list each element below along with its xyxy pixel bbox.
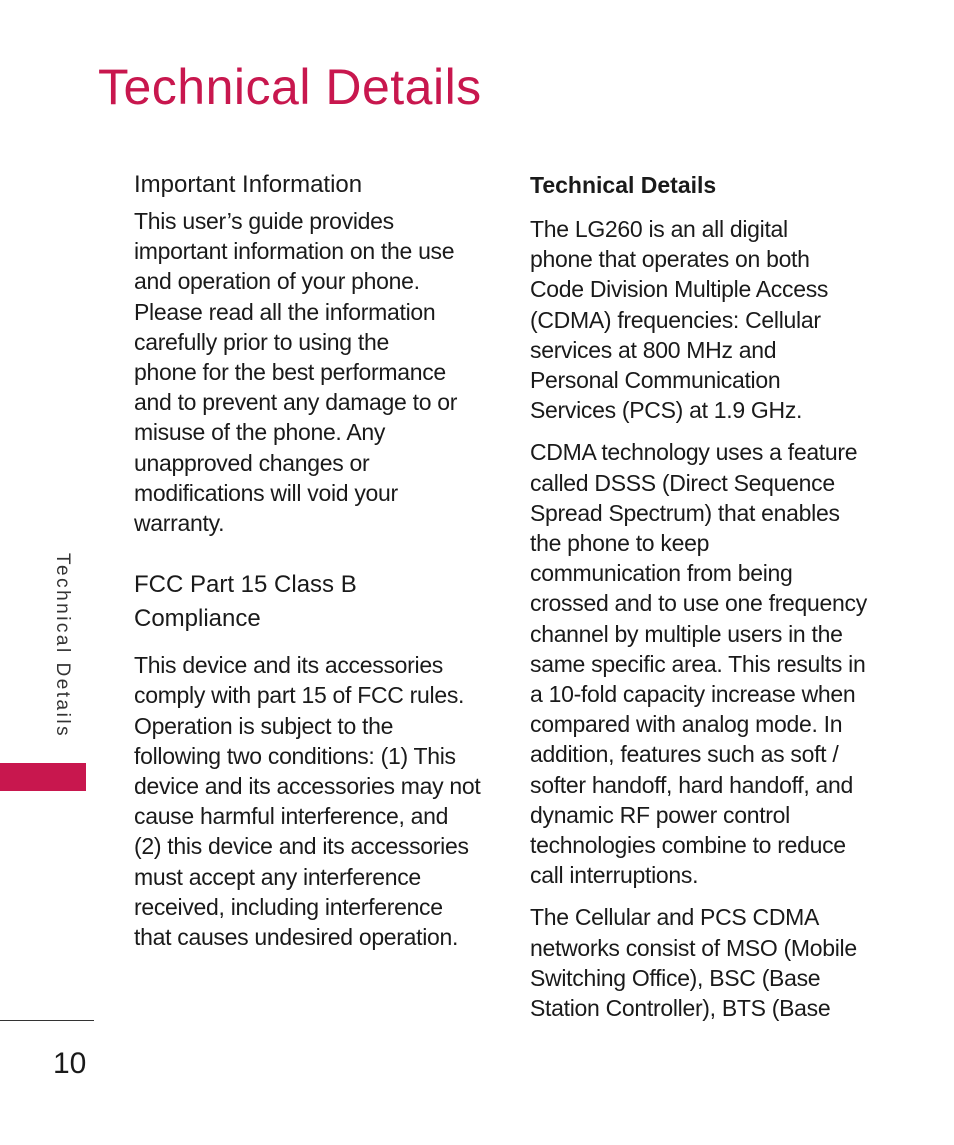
text-line: phone that operates on both (530, 246, 810, 273)
text-line: that causes undesired operation. (134, 924, 459, 951)
text-line: Switching Office), BSC (Base (530, 964, 821, 991)
text-line: and operation of your phone. (134, 268, 420, 295)
text-line: This user’s guide provides (134, 208, 394, 234)
text-line: technologies combine to reduce (530, 832, 846, 859)
text-line: Station Controller), BTS (Base (530, 995, 831, 1022)
text-line: important information on the use (134, 238, 455, 265)
text-line: received, including interference (134, 893, 443, 920)
heading-line: Compliance (134, 605, 261, 633)
text-line: comply with part 15 of FCC rules. (134, 682, 465, 709)
important-information-body (134, 206, 486, 538)
text-line: addition, features such as soft / (530, 741, 839, 768)
text-line: the phone to keep (530, 530, 710, 557)
text-line: carefully prior to using the (134, 328, 389, 355)
text-line: The Cellular and PCS CDMA (530, 904, 820, 931)
text-line: communication from being (530, 560, 793, 587)
text-line: must accept any interference (134, 863, 421, 890)
text-line: following two conditions: (1) This (134, 742, 456, 769)
text-line: Services (PCS) at 1.9 GHz. (530, 397, 803, 424)
text-line: Operation is subject to the (134, 712, 394, 739)
fcc-compliance-body (134, 650, 486, 952)
text-line: modifications will void your (134, 479, 398, 506)
technical-details-heading: Technical Details (530, 172, 717, 198)
text-line: Spread Spectrum) that enables (530, 499, 840, 526)
text-line: CDMA technology uses a feature (530, 439, 858, 466)
text-line: misuse of the phone. Any (134, 419, 386, 446)
text-line: device and its accessories may not (134, 773, 481, 800)
text-line: The LG260 is an all digital (530, 216, 788, 242)
technical-details-paragraph-2 (530, 437, 882, 890)
text-line: services at 800 MHz and (530, 336, 777, 363)
left-column (134, 168, 486, 952)
important-information-heading: Important Information (134, 171, 363, 198)
text-line: channel by multiple users in the (530, 620, 843, 647)
text-line: (CDMA) frequencies: Cellular (530, 306, 821, 333)
right-column (530, 168, 882, 1023)
fcc-compliance-heading (134, 568, 486, 636)
page-number: 10 (53, 1047, 87, 1080)
section-side-label: Technical Details (52, 553, 73, 739)
text-line: crossed and to use one frequency (530, 590, 867, 617)
text-line: and to prevent any damage to or (134, 389, 458, 416)
text-line: dynamic RF power control (530, 801, 790, 828)
text-line: networks consist of MSO (Mobile (530, 934, 857, 961)
text-line: a 10-fold capacity increase when (530, 681, 856, 708)
text-line: unapproved changes or (134, 449, 370, 476)
section-tab-marker (0, 763, 86, 791)
technical-details-paragraph-1 (530, 214, 882, 425)
text-line: warranty. (134, 510, 225, 537)
text-line: Please read all the information (134, 298, 436, 325)
text-line: (2) this device and its accessories (134, 833, 469, 860)
text-line: called DSSS (Direct Sequence (530, 469, 835, 496)
footer-divider (0, 1020, 94, 1021)
page-title: Technical Details (98, 59, 482, 115)
text-line: Code Division Multiple Access (530, 276, 829, 303)
text-line: same specific area. This results in (530, 650, 866, 677)
text-line: call interruptions. (530, 862, 699, 889)
technical-details-paragraph-3 (530, 902, 882, 1023)
text-line: softer handoff, hard handoff, and (530, 771, 854, 798)
text-line: compared with analog mode. In (530, 711, 843, 738)
heading-line: FCC Part 15 Class B (134, 571, 357, 599)
text-line: Personal Communication (530, 367, 781, 394)
text-line: cause harmful interference, and (134, 803, 449, 830)
text-line: phone for the best performance (134, 359, 446, 386)
text-line: This device and its accessories (134, 652, 444, 679)
